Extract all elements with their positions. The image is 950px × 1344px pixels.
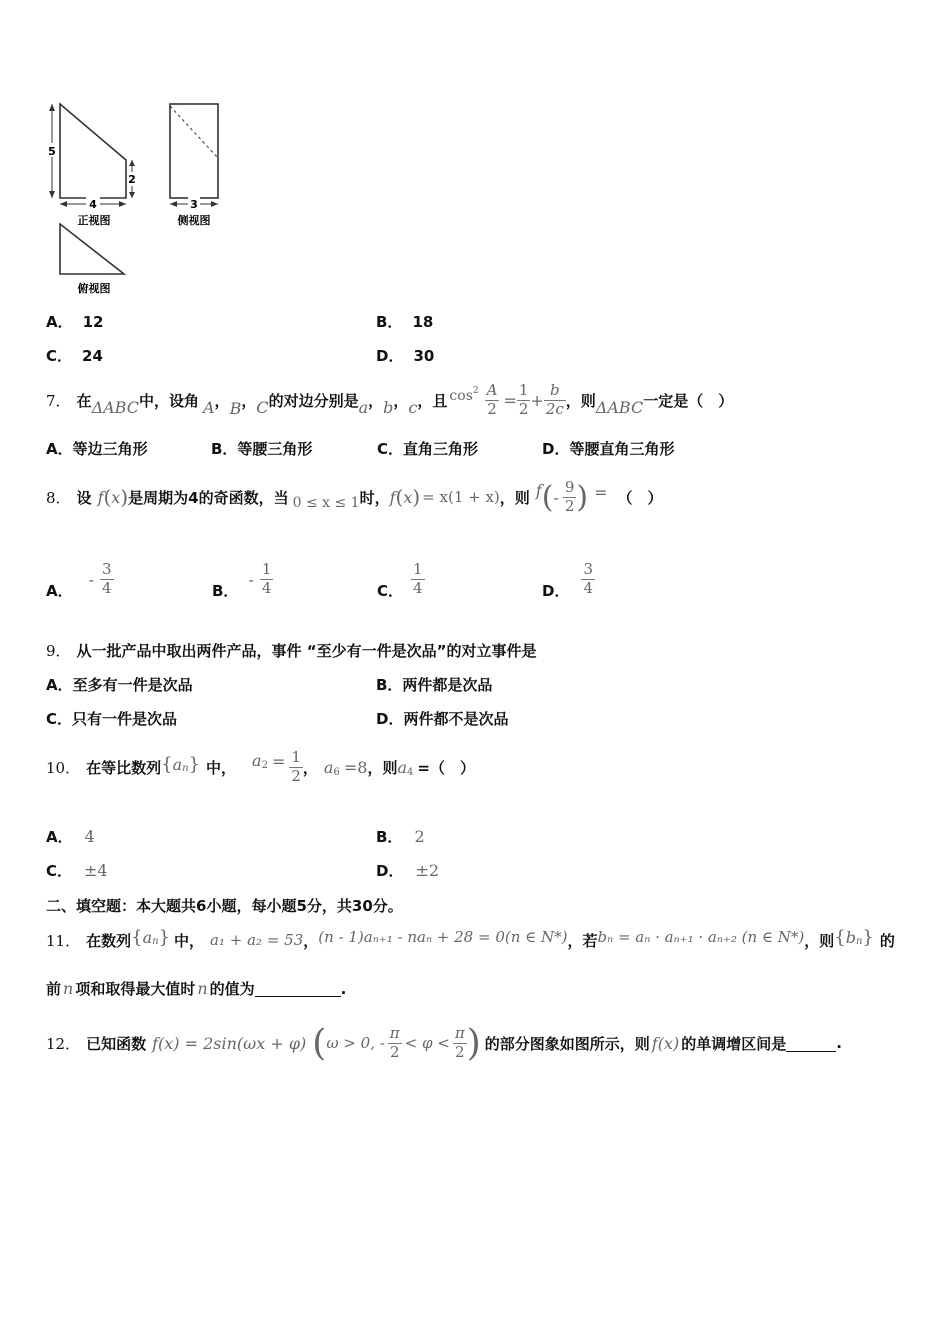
front-view-label: 正视图 <box>77 214 111 227</box>
side-view-label: 侧视图 <box>177 214 211 227</box>
q7-frac-1-2: $\frac{1}{2}$ <box>518 381 529 418</box>
q10-option-b: B． 2 <box>376 827 425 846</box>
q8-frac-9-2: $\frac{9}{2}$ <box>564 478 575 515</box>
q7-option-d: D．等腰直角三角形 <box>542 440 675 458</box>
dim-5-label: 5 <box>48 145 56 158</box>
q12-stem: 12． 已知函数 f(x) = 2sin(ωx + φ) ( ω > 0, - $\frac{\pi}{2}$ < φ < $\frac{\pi}{2}$ ) 的部分图象如图所示，则 f(x) 的单调增区间是 . <box>46 1022 842 1064</box>
q6-option-a: A． 12 <box>46 313 104 331</box>
q9-stem: 9． 从一批产品中取出两件产品，事件 “至少有一件是次品”的对立事件是 <box>46 642 537 660</box>
q8-option-c: C． $\frac{1}{4}$ <box>377 560 423 600</box>
q12-answer-blank[interactable] <box>786 1035 836 1052</box>
q9-option-a: A．至多有一件是次品 <box>46 676 193 694</box>
q6-option-b: B． 18 <box>376 313 434 331</box>
dim-3-label: 3 <box>190 198 198 211</box>
q7-option-c: C．直角三角形 <box>377 440 479 458</box>
three-view-figure <box>40 96 240 306</box>
q9-option-d: D．两件都不是次品 <box>376 710 509 728</box>
top-view-label: 俯视图 <box>77 282 111 295</box>
q7-option-a: A．等边三角形 <box>46 440 148 458</box>
dim-2-label: 2 <box>128 173 136 186</box>
q10-option-a: A． 4 <box>46 827 95 846</box>
q8-stem: 8． 设 f ( x ) 是周期为4的奇函数，当 0 ≤ x ≤ 1 时， f ( x ) = x(1 + x) ，则 f ( - $\frac{9}{2}$ ) = （ ） <box>46 478 663 515</box>
q7-option-b: B．等腰三角形 <box>211 440 313 458</box>
q10-stem: 10． 在等比数列 { a n } 中， a 2 = $\frac{1}{2}$ ， a 6 =8 ，则 a 4 =（ ） <box>46 748 475 785</box>
q12-frac-pi-2-a: $\frac{\pi}{2}$ <box>389 1024 400 1061</box>
q8-option-a: A． - $\frac{3}{4}$ <box>46 560 112 600</box>
q11-stem: 11． 在数列 { a n } 中， a₁ + a₂ = 53 ， (n - 1)aₙ₊₁ - naₙ + 28 = 0(n ∈ N*) ，若 bₙ = aₙ · aₙ₊₁ · aₙ₊₂ (n ∈ N*) ，则 { b n } 的 <box>46 926 895 950</box>
q10-frac-1-2: $\frac{1}{2}$ <box>291 748 301 785</box>
q9-option-b: B．两件都是次品 <box>376 676 493 694</box>
dim-4-label: 4 <box>89 198 97 211</box>
top-view-shape <box>60 224 124 274</box>
q6-option-d: D． 30 <box>376 347 435 365</box>
q6-option-c: C． 24 <box>46 347 103 365</box>
q7-options <box>46 438 674 459</box>
q8-option-d: D． $\frac{3}{4}$ <box>542 560 593 600</box>
q7-frac-a-2: $\frac{A}{2}$ <box>486 381 498 418</box>
side-view-shape <box>170 104 218 198</box>
q7-stem: 7． 在 ΔABC 中，设角 A ， B ， C 的对边分别是 a ， b ， c ，且 cos 2 $\frac{A}{2}$ = $\frac{1}{2}$ + $\frac{b}{2c}$ ，则 ΔABC 一定是（ ） <box>46 381 734 418</box>
q8-options <box>46 554 595 604</box>
front-view-shape <box>60 104 126 198</box>
q11-line2: 前 n 项和取得最大值时 n 的值为 . <box>46 979 347 998</box>
q7-frac-b-2c: $\frac{b}{2c}$ <box>545 381 564 418</box>
section-2-title: 二、填空题：本大题共6小题，每小题5分，共30分。 <box>46 897 403 915</box>
q11-answer-blank[interactable] <box>255 980 341 997</box>
q12-frac-pi-2-b: $\frac{\pi}{2}$ <box>454 1024 465 1061</box>
q8-option-b: B． - $\frac{1}{4}$ <box>212 560 272 600</box>
q10-option-d: D． ±2 <box>376 861 440 880</box>
q10-option-c: C． ±4 <box>46 861 108 880</box>
q9-option-c: C．只有一件是次品 <box>46 710 178 728</box>
